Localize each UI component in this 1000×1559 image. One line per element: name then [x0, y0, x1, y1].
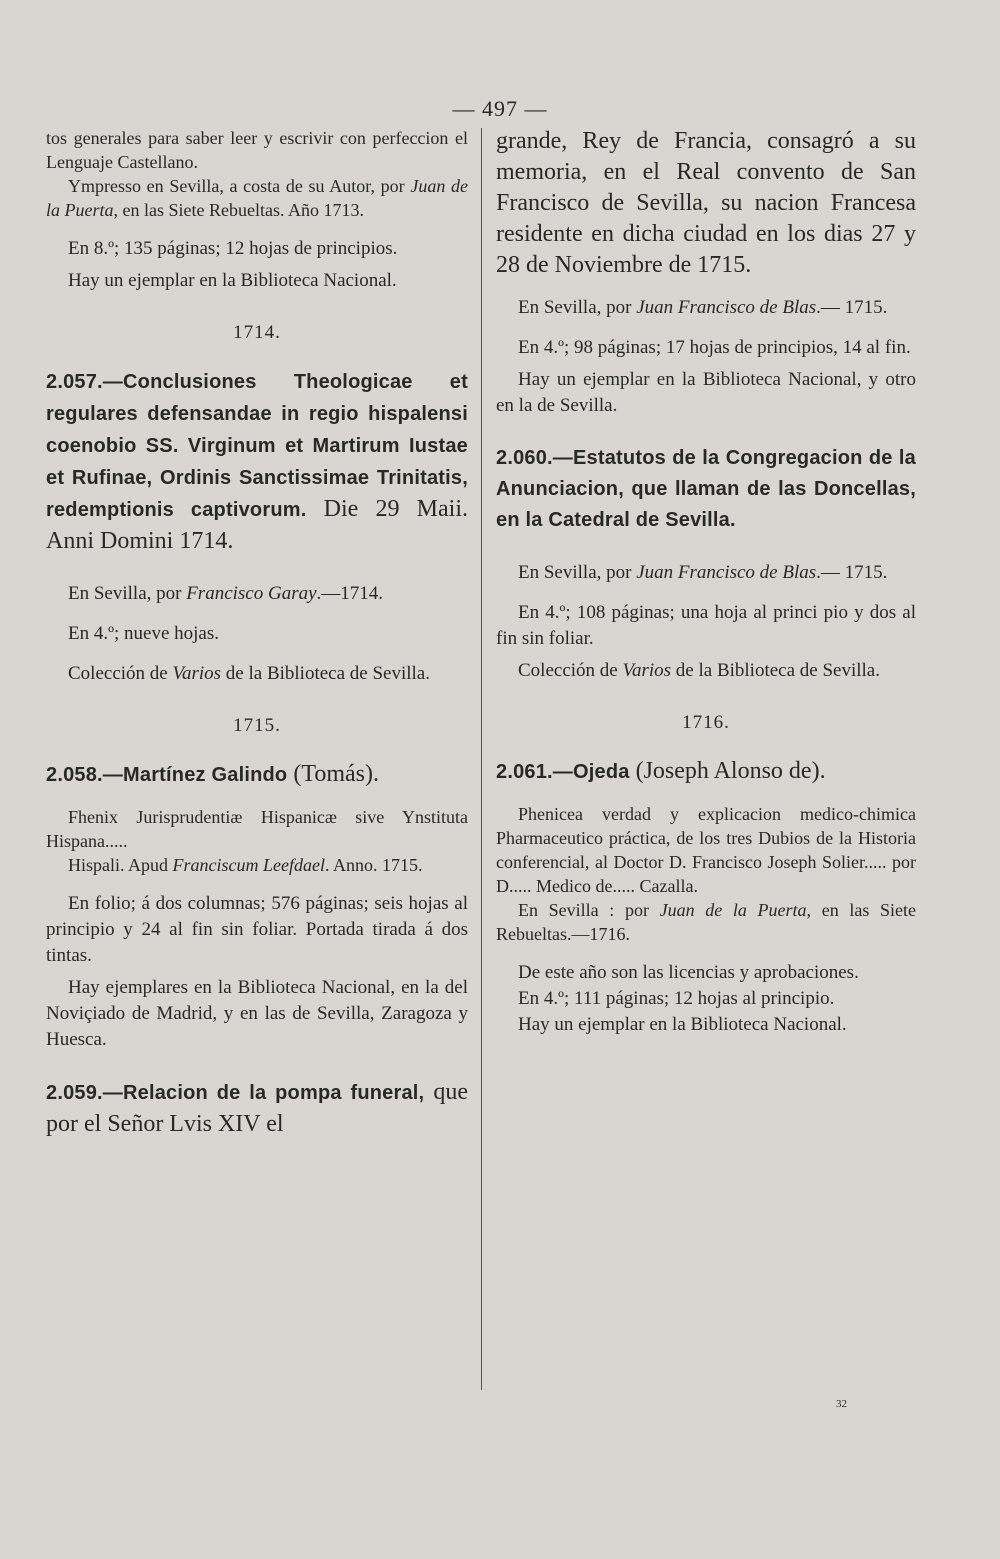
imprint-line: En Sevilla : por Juan de la Puerta, en las Siete Rebueltas.—1716. [496, 900, 916, 944]
imprint-line: En Sevilla, por Francisco Garay.—1714. [68, 583, 384, 604]
left-column [46, 126, 468, 1140]
holding-line: Hay un ejemplar en la Biblioteca Nacional, y otro en la de Sevilla. [496, 369, 916, 416]
entry-number: 2.057.— [46, 371, 124, 393]
format-line: En 4.º; 98 páginas; 17 hojas de principios, 14 al fin. [518, 337, 911, 358]
entry-2060 [496, 443, 916, 536]
collection-line: Colección de Varios de la Biblioteca de Sevilla. [68, 663, 430, 684]
printer-name: Franciscum Leefdael [172, 855, 325, 875]
entry-2057 [46, 366, 468, 557]
year-heading-1716: 1716. [682, 712, 730, 733]
holding-line: Hay ejemplares en la Biblioteca Nacional, en la del Noviçiado de Madrid, y en las de Sevilla, Zaragoza y Huesca. [46, 977, 468, 1050]
entry-heading: Estatutos de la Congregacion de la Anunciacion, que llaman de las Doncellas, en la Catedral de Sevilla. [496, 447, 916, 531]
printer-name: Juan Francisco de Blas [636, 297, 817, 318]
entry-number: 2.061.— [496, 761, 574, 783]
title-line: Phenicea verdad y explicacion medico-chimica Pharmaceutico práctica, de los tres Dubios de la Historia conferencial, al Doctor D. Francisco Joseph Solier..... por D..... Medico de..... Cazalla. [496, 804, 916, 896]
collection-line: Colección de Varios de la Biblioteca de Sevilla. [518, 660, 880, 681]
entry-number: 2.060.— [496, 447, 574, 469]
signature-mark: 32 [836, 1398, 847, 1410]
imprint-line: En Sevilla, por Juan Francisco de Blas.— 1715. [518, 297, 888, 318]
note-line: De este año son las licencias y aprobaciones. [518, 962, 859, 983]
holding-line: Hay un ejemplar en la Biblioteca Nacional. [518, 1014, 847, 1035]
printer-name: Francisco Garay [186, 583, 317, 604]
format-line: En 8.º; 135 páginas; 12 hojas de principios. [68, 238, 398, 259]
entry-number: 2.059.— [46, 1082, 124, 1104]
format-line: En folio; á dos columnas; 576 páginas; seis hojas al principio y 24 al fin sin foliar. Portada tirada á dos tintas. [46, 893, 468, 966]
format-line: En 4.º; 111 páginas; 12 hojas al principio. [518, 988, 835, 1009]
entry-2059: 2.059.—Relacion de la pompa funeral, que por el Señor Lvis XIV el [46, 1079, 469, 1137]
format-line: En 4.º; nueve hojas. [68, 623, 219, 644]
entry-heading: Ojeda [573, 761, 630, 783]
holding-line: Hay un ejemplar en la Biblioteca Nacional. [68, 270, 397, 291]
intro-text: tos generales para saber leer y escrivir con perfeccion el Lenguaje Castellano. [46, 128, 468, 172]
entry-number: 2.058.— [46, 764, 124, 786]
page-number: — 497 — [452, 96, 548, 121]
format-line: En 4.º; 108 páginas; una hoja al princi pio y dos al fin sin foliar. [496, 602, 916, 649]
title-line: Fhenix Jurisprudentiæ Hispanicæ sive Ynstituta Hispana..... [46, 807, 468, 851]
year-heading-1715: 1715. [233, 715, 281, 736]
entry-2061: 2.061.—Ojeda (Joseph Alonso de). [496, 758, 826, 784]
right-column [496, 126, 916, 1038]
column-divider [481, 128, 482, 1390]
entry-heading: Relacion de la pompa funeral, [123, 1082, 425, 1104]
entry-heading: Martínez Galindo [123, 764, 288, 786]
printer-name: Juan Francisco de Blas [636, 562, 817, 583]
imprint-line: Hispali. Apud Franciscum Leefdael. Anno. 1715. [68, 855, 423, 875]
printer-name: Juan de la Puerta [46, 176, 469, 220]
entry-heading: Conclusiones Theologicae et regulares defensandae in regio hispalensi coenobio SS. Virginum et Martirum Iustae et Rufinae, Ordinis Sanctissimae Trinitatis, redemptionis captivorum. [46, 371, 468, 521]
imprint-line: En Sevilla, por Juan Francisco de Blas.— 1715. [518, 562, 888, 583]
printer-name: Juan de la Puerta [659, 900, 807, 920]
imprint-line: Ympresso en Sevilla, a costa de su Autor, por Juan de la Puerta, en las Siete Rebueltas. Año 1713. [46, 176, 469, 220]
entry-2058: 2.058.—Martínez Galindo (Tomás). [46, 761, 379, 787]
entry-date: Die 29 Maii. Anni Domini 1714. [46, 496, 469, 554]
entry-2059-continued: grande, Rey de Francia, consagró a su memoria, en el Real convento de San Francisco de Sevilla, su nacion Francesa residente en dicha ciudad en los dias 27 y 28 de Noviembre de 1715. [496, 128, 916, 278]
year-heading-1714: 1714. [233, 322, 281, 343]
